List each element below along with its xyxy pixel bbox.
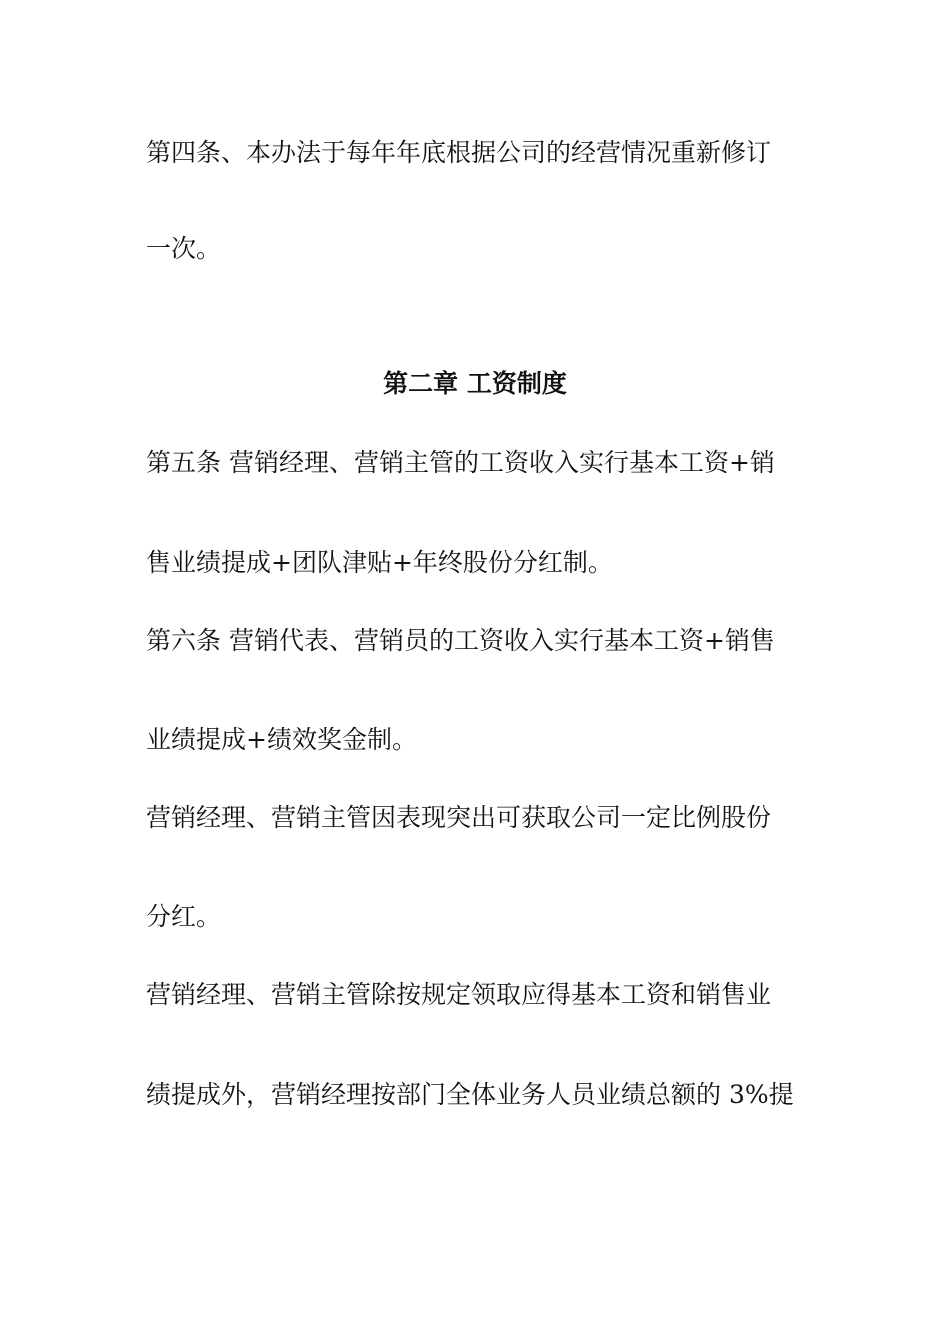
article-5-line-1: 第五条 营销经理、营销主管的工资收入实行基本工资+销 (146, 448, 775, 477)
dividend-paragraph-line-2: 分红。 (146, 902, 222, 931)
chapter-heading: 第二章 工资制度 (383, 369, 567, 398)
commission-paragraph-line-2: 绩提成外，营销经理按部门全体业务人员业绩总额的 3%提 (146, 1080, 794, 1109)
dividend-paragraph-line-1: 营销经理、营销主管因表现突出可获取公司一定比例股份 (146, 803, 772, 832)
article-6-line-1: 第六条 营销代表、营销员的工资收入实行基本工资+销售 (146, 626, 775, 655)
article-4-line-1: 第四条、本办法于每年年底根据公司的经营情况重新修订 (146, 138, 772, 167)
commission-paragraph-line-1: 营销经理、营销主管除按规定领取应得基本工资和销售业 (146, 980, 772, 1009)
article-4-line-2: 一次。 (146, 234, 222, 263)
article-5-line-2: 售业绩提成+团队津贴+年终股份分红制。 (146, 548, 613, 577)
article-6-line-2: 业绩提成+绩效奖金制。 (146, 725, 417, 754)
